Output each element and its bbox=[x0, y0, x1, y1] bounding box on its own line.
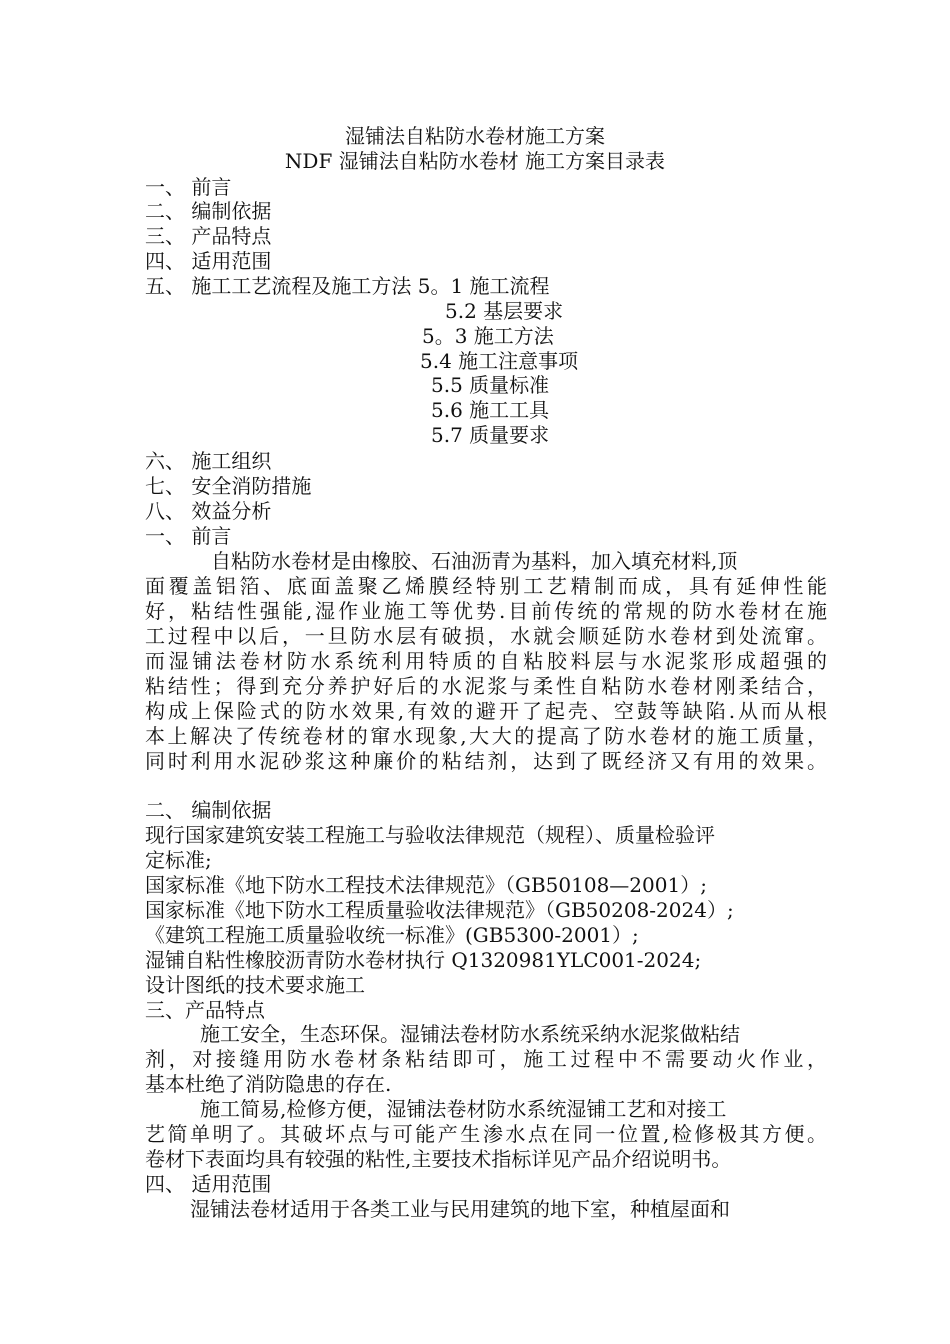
paragraph-line: 构成上保险式的防水效果,有效的避开了起壳、空鼓等缺陷.从而从根 bbox=[145, 699, 827, 723]
toc-subitem-5-2: 5.2 基层要求 bbox=[445, 299, 564, 323]
paragraph-line: 湿铺自粘性橡胶沥青防水卷材执行 Q1320981YLC001-2024; bbox=[145, 948, 702, 972]
toc-item-4: 四、 适用范围 bbox=[145, 249, 272, 273]
toc-subitem-5-3: 5。3 施工方法 bbox=[422, 324, 554, 348]
paragraph-line: 工过程中以后，一旦防水层有破损，水就会顺延防水卷材到处流窜。 bbox=[145, 624, 827, 648]
paragraph-line: 剂，对接缝用防水卷材条粘结即可，施工过程中不需要动火作业， bbox=[145, 1047, 827, 1071]
paragraph-line: 好，粘结性强能,湿作业施工等优势.目前传统的常规的防水卷材在施 bbox=[145, 599, 827, 623]
paragraph-line: 艺简单明了。其破坏点与可能产生渗水点在同一位置,检修极其方便。 bbox=[145, 1122, 827, 1146]
paragraph-line: 而湿铺法卷材防水系统利用特质的自粘胶料层与水泥浆形成超强的 bbox=[145, 649, 827, 673]
paragraph-line: 本上解决了传统卷材的窜水现象,大大的提高了防水卷材的施工质量， bbox=[145, 724, 827, 748]
section-heading: 四、 适用范围 bbox=[145, 1172, 272, 1196]
section-heading: 三、产品特点 bbox=[145, 998, 265, 1022]
toc-subitem-5-6: 5.6 施工工具 bbox=[431, 398, 550, 422]
paragraph-line: 湿铺法卷材适用于各类工业与民用建筑的地下室，种植屋面和 bbox=[190, 1197, 730, 1221]
paragraph-line: 面覆盖铝箔、底面盖聚乙烯膜经特别工艺精制而成，具有延伸性能 bbox=[145, 574, 827, 598]
paragraph-line: 国家标准《地下防水工程质量验收法律规范》（GB50208-2024）; bbox=[145, 898, 734, 922]
paragraph-line: 现行国家建筑安装工程施工与验收法律规范（规程）、质量检验评 bbox=[145, 823, 715, 847]
paragraph-line: 卷材下表面均具有较强的粘性,主要技术指标详见产品介绍说明书。 bbox=[145, 1147, 732, 1171]
toc-item-8: 八、 效益分析 bbox=[145, 499, 272, 523]
toc-subitem-5-5: 5.5 质量标准 bbox=[431, 373, 550, 397]
document-title: 湿铺法自粘防水卷材施工方案 bbox=[345, 124, 605, 148]
paragraph-line: 粘结性；得到充分养护好后的水泥浆与柔性自粘防水卷材刚柔结合， bbox=[145, 674, 827, 698]
toc-item-2: 二、 编制依据 bbox=[145, 199, 272, 223]
paragraph-line: 设计图纸的技术要求施工 bbox=[145, 973, 365, 997]
paragraph-line: 施工简易,检修方便，湿铺法卷材防水系统湿铺工艺和对接工 bbox=[200, 1097, 727, 1121]
toc-subitem-5-7: 5.7 质量要求 bbox=[431, 423, 550, 447]
paragraph-line: 基本杜绝了消防隐患的存在. bbox=[145, 1072, 392, 1096]
paragraph-line: 国家标准《地下防水工程技术法律规范》（GB50108—2001）; bbox=[145, 873, 707, 897]
toc-item-7: 七、 安全消防措施 bbox=[145, 474, 312, 498]
paragraph-line: 同时利用水泥砂浆这种廉价的粘结剂，达到了既经济又有用的效果。 bbox=[145, 749, 827, 773]
toc-item-6: 六、 施工组织 bbox=[145, 449, 272, 473]
toc-subitem-5-4: 5.4 施工注意事项 bbox=[420, 349, 579, 373]
toc-item-5: 五、 施工工艺流程及施工方法 5。1 施工流程 bbox=[145, 274, 550, 298]
toc-item-3: 三、 产品特点 bbox=[145, 224, 272, 248]
paragraph-line: 施工安全，生态环保。湿铺法卷材防水系统采纳水泥浆做粘结 bbox=[200, 1022, 740, 1046]
paragraph-line: 自粘防水卷材是由橡胶、石油沥青为基料，加入填充材料,顶 bbox=[211, 549, 738, 573]
document-subtitle: NDF 湿铺法自粘防水卷材 施工方案目录表 bbox=[284, 149, 666, 173]
paragraph-line: 定标准; bbox=[145, 848, 212, 872]
section-heading: 一、 前言 bbox=[145, 524, 232, 548]
paragraph-line: 《建筑工程施工质量验收统一标准》(GB5300-2001）; bbox=[145, 923, 639, 947]
section-heading: 二、 编制依据 bbox=[145, 798, 272, 822]
toc-item-1: 一、 前言 bbox=[145, 175, 232, 199]
